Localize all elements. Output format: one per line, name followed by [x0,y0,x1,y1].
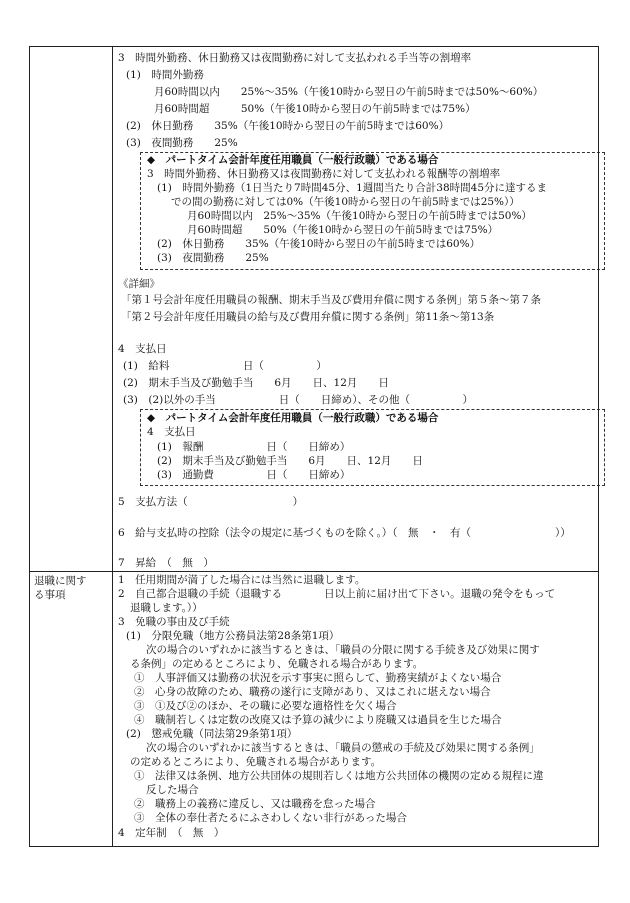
disciplinary-reason-3: ③ 全体の奉仕者たるにふさわしくない非行があった場合 [134,812,407,824]
retirement-age-system: 4 定年制 （ 無 ） [118,827,225,839]
dismissal-heading: 3 免職の事由及び手続 [118,616,230,628]
term-expiry: 1 任用期間が満了した場合には当然に退職します。 [118,574,366,586]
part-time-pay-commute: (3) 通勤費 日（ 日締め） [157,469,351,481]
part-time-holiday: (2) 休日勤務 35%（午後10時から翌日の午前5時までは60%） [157,238,481,250]
status-reason-2: ② 心身の故障のため、職務の遂行に支障があり、又はこれに堪えない場合 [134,686,491,698]
disciplinary-text-2: の定めるところにより、免職される場合があります。 [130,756,382,768]
status-dismissal-text-2: る条例」の定めるところにより、免職される場合があります。 [130,658,424,670]
part-time-overtime-2: での間の勤務に対しては0%（午後10時から翌日の午前5時までは25%）） [171,196,520,208]
disciplinary-dismissal: (2) 懲戒免職（同法第29条第1項） [126,728,298,740]
overtime-under-60: 月60時間以内 25%～35%（午後10時から翌日の午前5時までは50%～60%） [154,86,544,98]
disciplinary-reason-1-cont: 反した場合 [146,784,199,796]
overtime-over-60: 月60時間超 50%（午後10時から翌日の午前5時までは75%） [154,103,476,115]
part-time-under-60: 月60時間以内 25%～35%（午後10時から翌日の午前5時までは50%） [187,210,532,222]
details-heading: 《詳細》 [118,278,160,290]
night-work: (3) 夜間勤務 25% [126,137,238,149]
disciplinary-reason-1: ① 法律又は条例、地方公共団体の規則若しくは地方公共団体の機関の定める規程に違 [134,770,544,782]
pay-day-heading: 4 支払日 [118,343,167,355]
disciplinary-text-1: 次の場合のいずれかに該当するときは、「職員の懲戒の手続及び効果に関する条例」 [146,742,540,754]
part-time-overtime-1: (1) 時間外勤務（1日当たり7時間45分、1週間当たり合計38時間45分に達するま [157,182,547,194]
part-time-pay-bonus: (2) 期末手当及び勤勉手当 6月 日、12月 日 [157,455,423,467]
pay-deduction: 6 給与支払時の控除（法令の規定に基づくものを除く。）（ 無 ・ 有（ ）） [118,527,571,539]
pay-bonus: (2) 期末手当及び勤勉手当 6月 日、12月 日 [123,377,389,389]
status-dismissal: (1) 分限免職（地方公務員法第28条第1項） [126,630,340,642]
status-reason-3: ③ ①及び②のほか、その職に必要な適格性を欠く場合 [134,700,397,712]
pay-raise: 7 昇給 （ 無 ） [118,557,214,569]
wage-label-cell [30,47,113,572]
voluntary-resign-1: 2 自己都合退職の手続（退職する 日以上前に届け出て下さい。退職の発令をもって [118,588,556,600]
details-ordinance-2: 「第２号会計年度任用職員の給与及び費用弁償に関する条例」第11条～第13条 [121,311,495,323]
retirement-label-cell [30,572,113,847]
status-dismissal-text-1: 次の場合のいずれかに該当するときは、「職員の分限に関する手続き及び効果に関す [146,644,540,656]
status-reason-4: ④ 職制若しくは定数の改廃又は予算の減少により廃職又は過員を生じた場合 [134,714,502,726]
retirement-label-line-1: 退職に関す [34,575,87,587]
details-ordinance-1: 「第１号会計年度任用職員の報酬、期末手当及び費用弁償に関する条例」第５条～第７条 [121,294,541,306]
part-time-pay-box [140,409,605,486]
overtime-heading: 3 時間外勤務、休日勤務又は夜間勤務に対して支払われる手当等の割増率 [118,52,472,64]
part-time-pay-heading: 4 支払日 [147,426,196,438]
disciplinary-reason-2: ② 職務上の義務に違反し、又は職務を怠った場合 [134,798,376,810]
holiday-work: (2) 休日勤務 35%（午後10時から翌日の午前5時までは60%） [126,120,450,132]
pay-salary: (1) 給料 日（ ） [123,360,327,372]
part-time-pay-title: ◆ パートタイム会計年度任用職員（一般行政職）である場合 [147,412,439,424]
voluntary-resign-2: 退職します。）） [130,602,203,614]
wage-content-cell [113,47,599,572]
retirement-row [30,572,599,847]
part-time-rate-box [140,152,605,270]
payment-method: 5 支払方法（ ） [118,496,304,508]
part-time-rate-heading: 3 時間外勤務、休日勤務又は夜間勤務に対して支払われる報酬等の割増率 [147,168,501,180]
pay-other-allowance: (3) (2)以外の手当 日（ 日締め）、その他（ ） [123,394,473,406]
part-time-box-title: ◆ パートタイム会計年度任用職員（一般行政職）である場合 [147,154,439,166]
status-reason-1: ① 人事評価又は勤務の状況を示す事実に照らして、勤務実績がよくない場合 [134,672,502,684]
retirement-content-cell [113,572,599,847]
part-time-over-60: 月60時間超 50%（午後10時から翌日の午前5時までは75%） [187,224,499,236]
wage-row [30,47,599,572]
part-time-night: (3) 夜間勤務 25% [157,252,269,264]
overtime-item-1: (1) 時間外勤務 [126,69,204,81]
document-table [29,46,599,847]
retirement-label-line-2: る事項 [34,589,66,601]
part-time-pay-salary: (1) 報酬 日（ 日締め） [157,441,351,453]
